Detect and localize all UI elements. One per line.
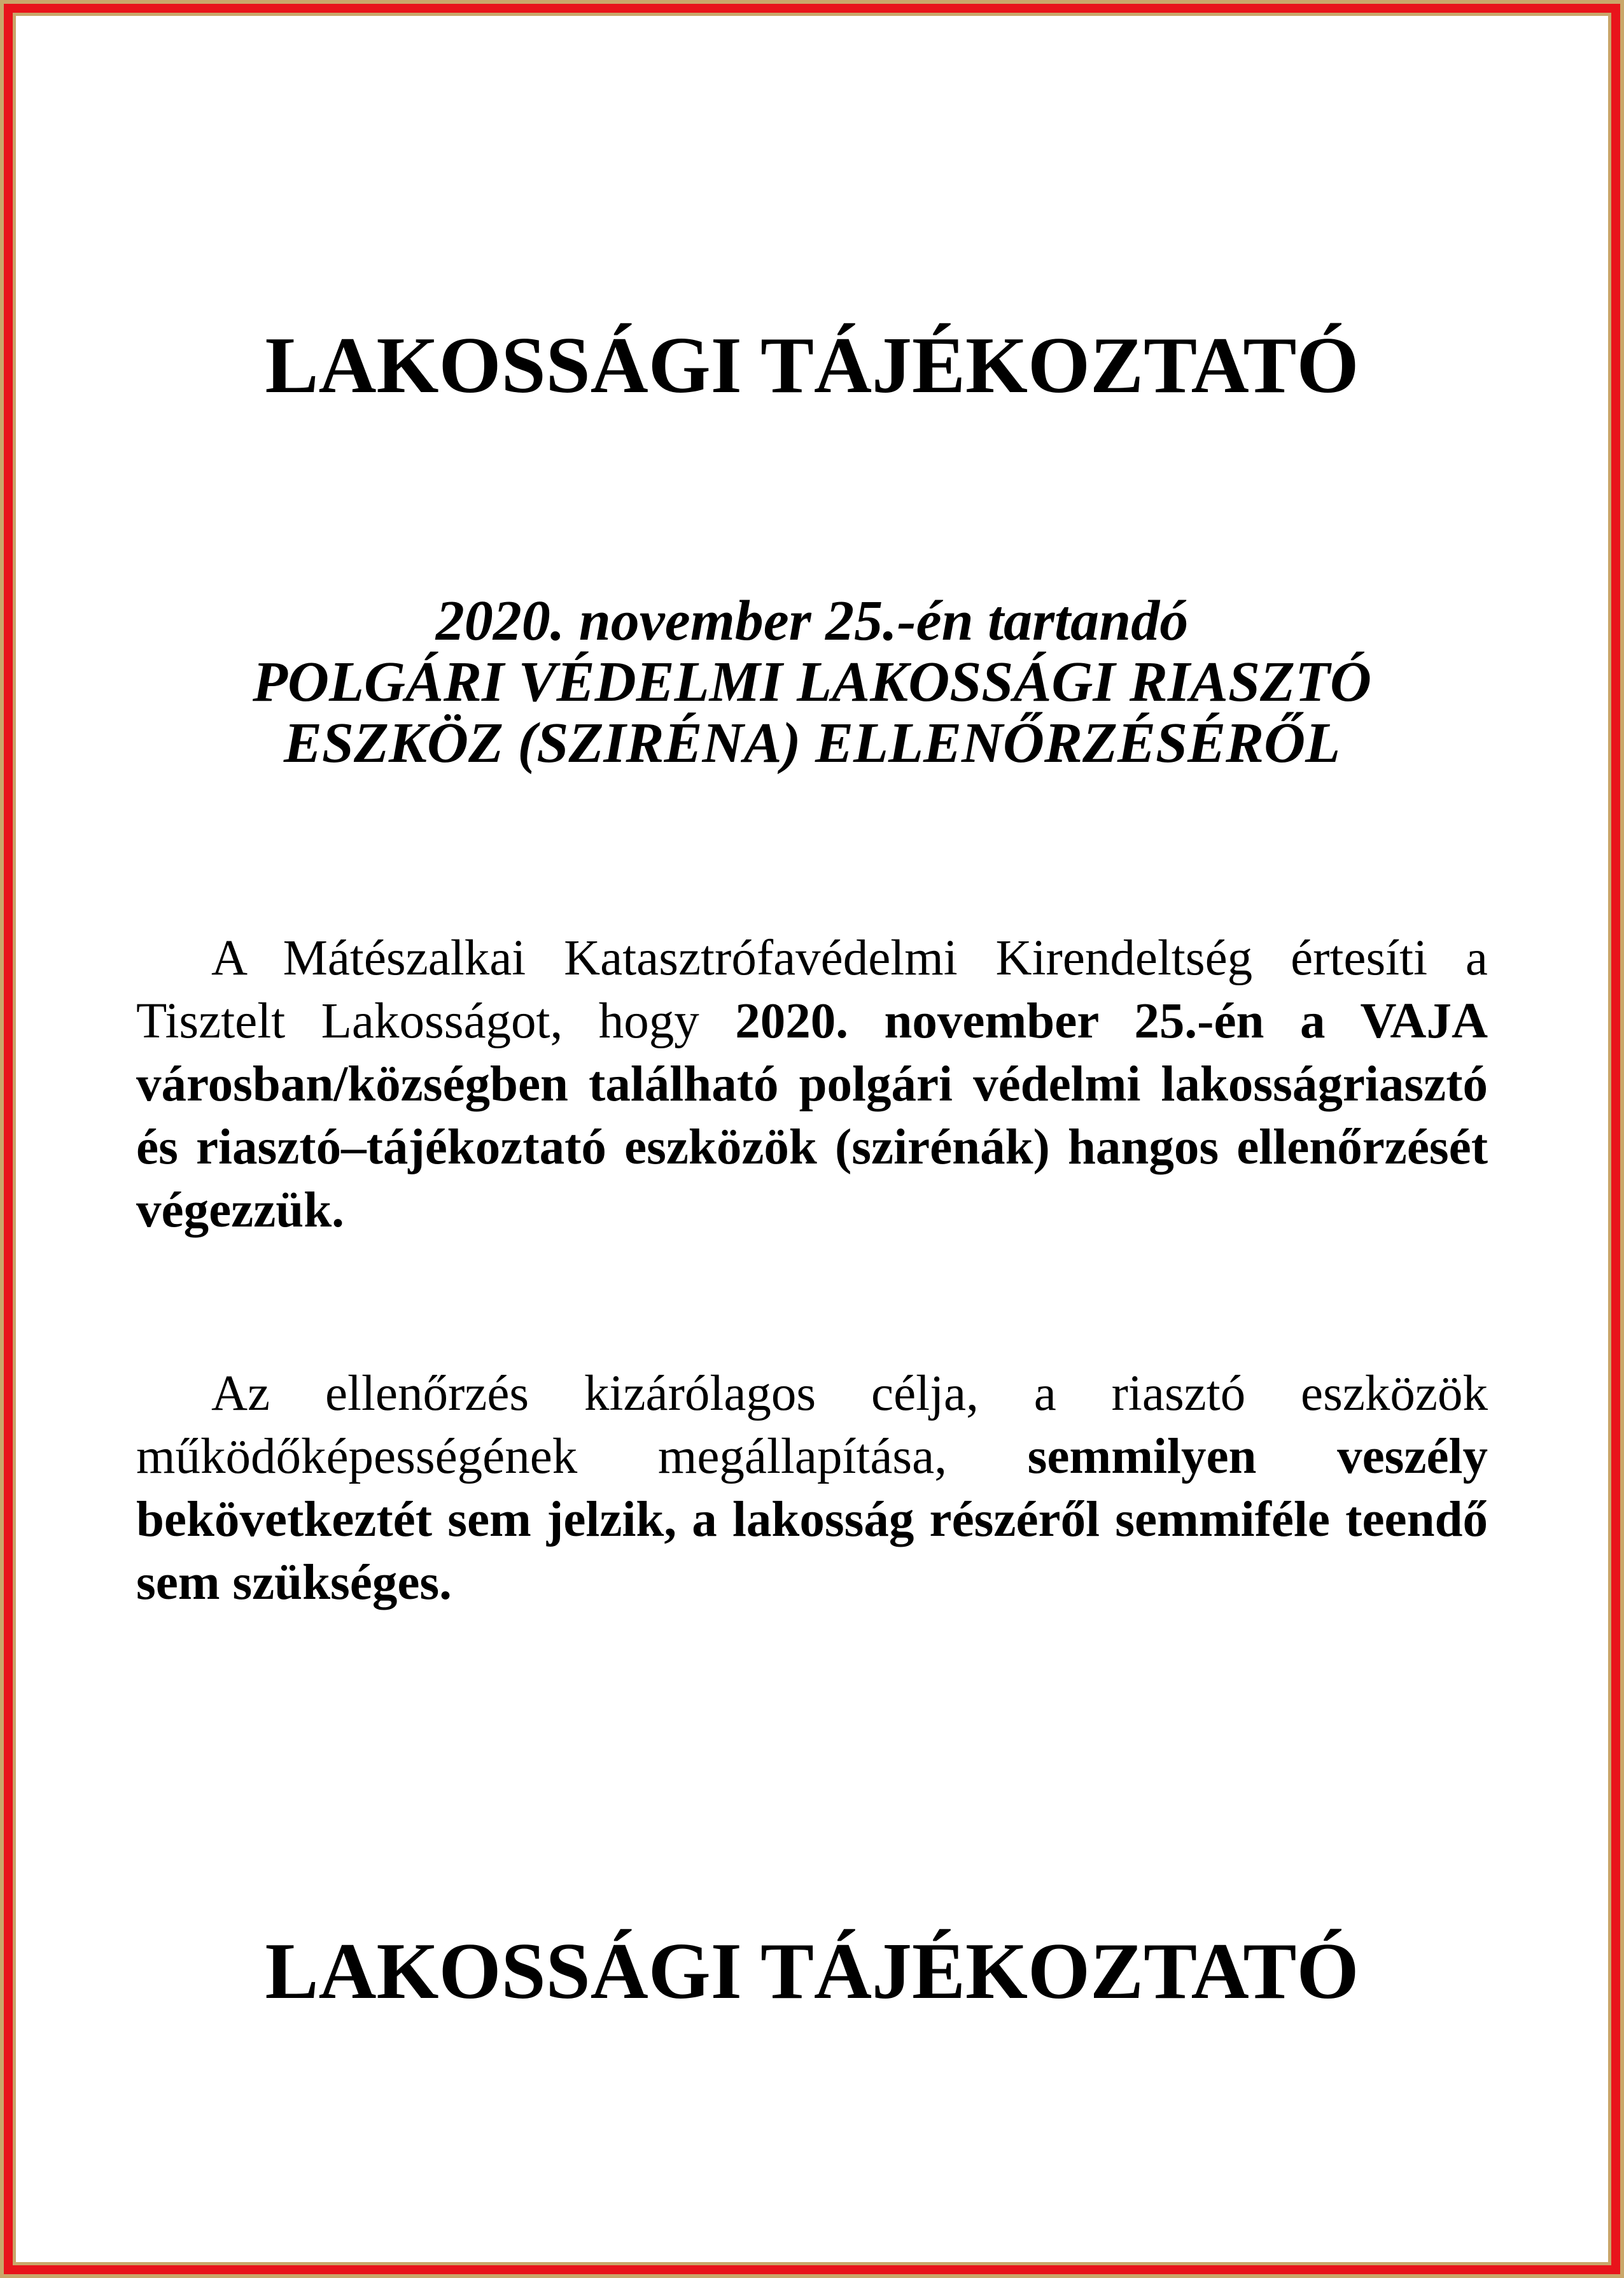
paragraph-1-intro: A Mátészalkai Katasztrófavédelmi Kirendeltség értesíti a Tisztelt Lakosságot, hogy	[136, 931, 1488, 1049]
notice-paragraph-1	[136, 927, 1488, 1242]
notice-paragraph-2	[136, 1362, 1488, 1614]
subtitle-line-date: 2020. november 25.-én tartandó	[435, 589, 1189, 652]
subtitle-line-object: ESZKÖZ (SZIRÉNA) ELLENŐRZÉSÉRŐL	[283, 712, 1341, 775]
subtitle-line-subject: POLGÁRI VÉDELMI LAKOSSÁGI RIASZTÓ	[253, 650, 1371, 714]
paragraph-1-bold: 2020. november 25.-én a VAJA városban/községben található polgári védelmi lakosságriasztó és riasztó–tájékoztató eszközök (szirénák) hangos ellenőrzését végezzük.	[136, 994, 1488, 1238]
paragraph-2-intro: Az ellenőrzés kizárólagos célja, a riasztó eszközök működőképességének megállapítása,	[136, 1366, 1488, 1484]
paragraph-2-bold: semmilyen veszély bekövetkeztét sem jelzik, a lakosság részéről semmiféle teendő sem szükséges.	[136, 1429, 1488, 1610]
notice-title-bottom: LAKOSSÁGI TÁJÉKOZTATÓ	[265, 1927, 1359, 2016]
notice-title-top: LAKOSSÁGI TÁJÉKOZTATÓ	[265, 321, 1359, 410]
notice-subtitle	[127, 591, 1497, 774]
